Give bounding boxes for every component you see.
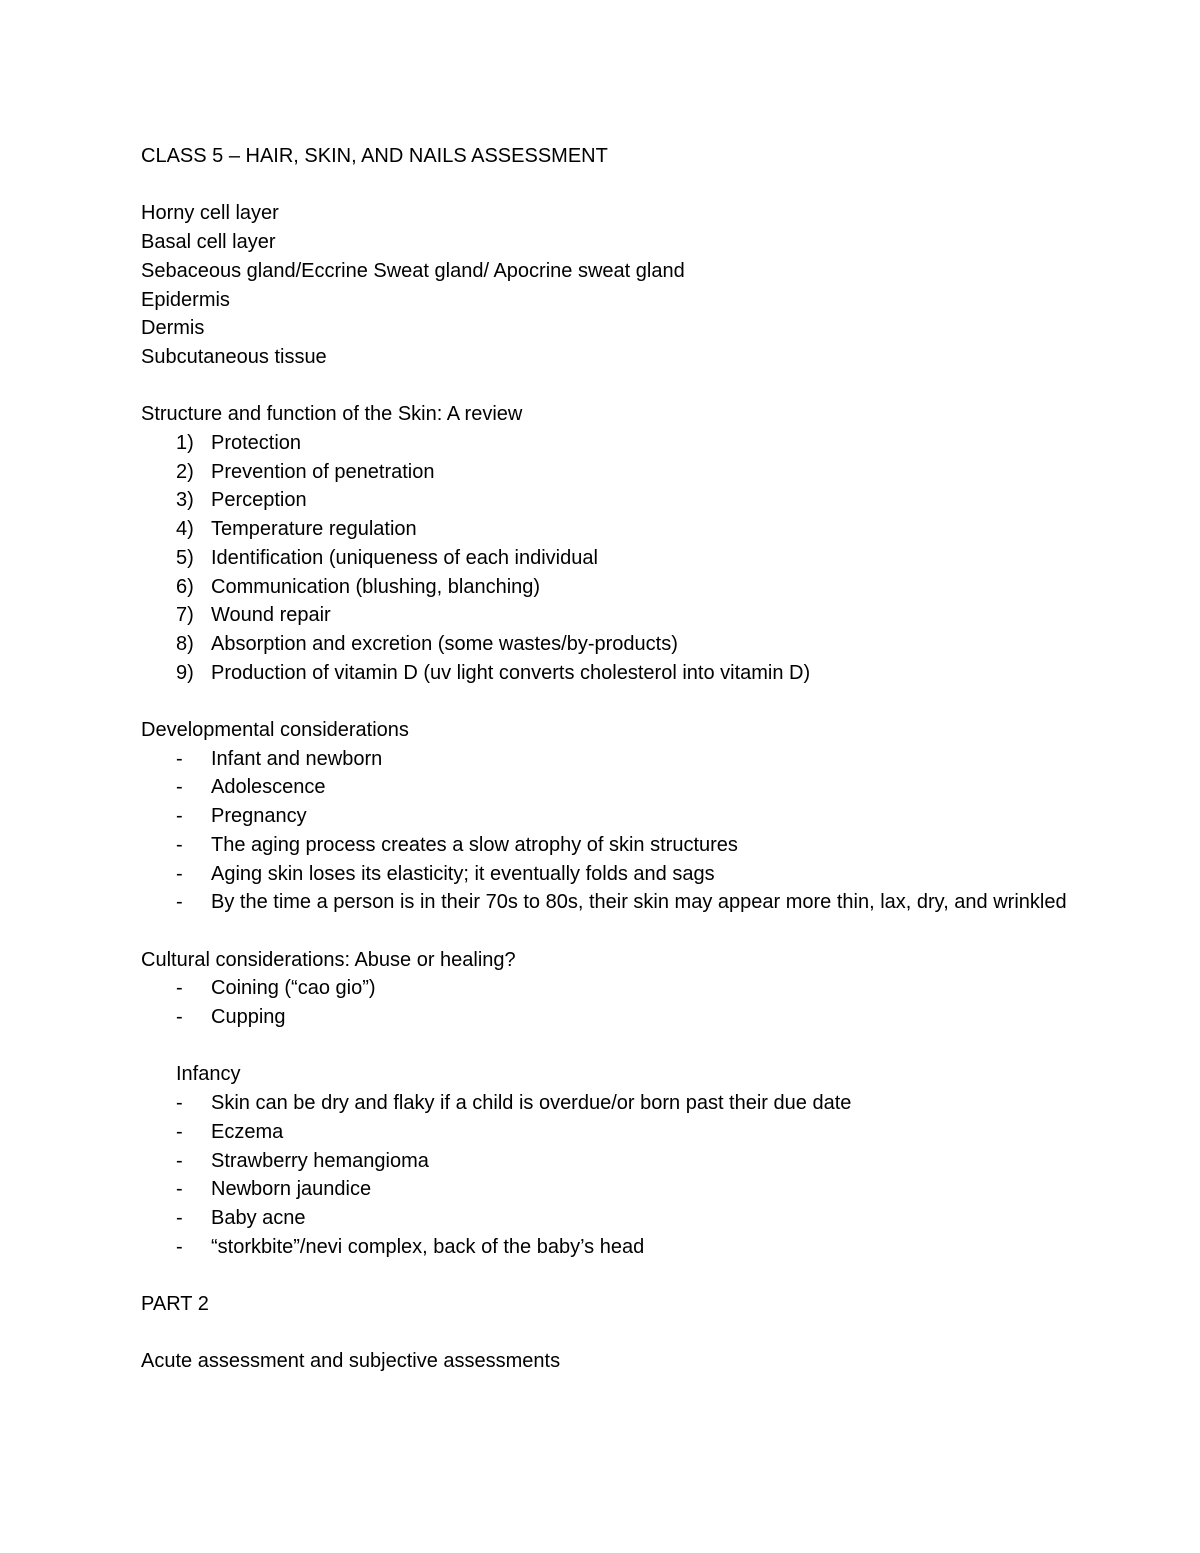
list-item-text: The aging process creates a slow atrophy of skin structures <box>211 833 738 856</box>
spacer <box>141 1319 1071 1348</box>
bullet-dash: - <box>176 1235 183 1258</box>
structure-function-list <box>141 429 1071 687</box>
list-number: 5) <box>176 546 194 569</box>
bullet-dash: - <box>176 1178 183 1201</box>
list-number: 1) <box>176 432 194 454</box>
cultural-list <box>141 974 1071 1031</box>
list-item-text: Wound repair <box>211 604 331 627</box>
list-item <box>141 1147 1071 1176</box>
list-item <box>141 458 1071 487</box>
list-item <box>141 1233 1071 1262</box>
part2-heading: PART 2 <box>141 1293 209 1316</box>
list-number: 8) <box>176 632 194 655</box>
list-item-text: Cupping <box>211 1006 286 1029</box>
list-number: 7) <box>176 604 194 627</box>
skin-layers-list <box>141 199 1071 371</box>
document-body <box>141 142 1071 1376</box>
list-item-text: Newborn jaundice <box>211 1178 372 1201</box>
document-title: CLASS 5 – HAIR, SKIN, AND NAILS ASSESSMENT <box>141 145 608 167</box>
structure-function-heading: Structure and function of the Skin: A review <box>141 403 523 426</box>
list-item <box>141 573 1071 602</box>
spacer <box>141 917 1071 946</box>
list-item <box>141 1089 1071 1118</box>
bullet-dash: - <box>176 747 183 770</box>
list-item <box>141 1175 1071 1204</box>
skin-layer-item: Horny cell layer <box>141 202 279 225</box>
list-item <box>141 544 1071 573</box>
bullet-dash: - <box>176 1120 183 1143</box>
list-item-text: Infant and newborn <box>211 747 383 770</box>
list-item-text: Skin can be dry and flaky if a child is overdue/or born past their due date <box>211 1092 852 1115</box>
list-item <box>141 486 1071 515</box>
list-item <box>141 802 1071 831</box>
bullet-dash: - <box>176 862 183 885</box>
cultural-heading: Cultural considerations: Abuse or healing? <box>141 948 516 971</box>
bullet-dash: - <box>176 805 183 828</box>
list-item-text: Absorption and excretion (some wastes/by-products) <box>211 632 678 655</box>
list-item-text: Aging skin loses its elasticity; it eventually folds and sags <box>211 862 715 885</box>
list-item-text: Production of vitamin D (uv light converts cholesterol into vitamin D) <box>211 661 811 684</box>
bullet-dash: - <box>176 833 183 856</box>
list-item <box>141 745 1071 774</box>
list-number: 2) <box>176 460 194 483</box>
list-item <box>141 974 1071 1003</box>
part2-subheading: Acute assessment and subjective assessments <box>141 1350 561 1373</box>
list-item-text: Temperature regulation <box>211 518 417 541</box>
skin-layer-item: Basal cell layer <box>141 231 276 254</box>
list-item-text: Pregnancy <box>211 805 307 828</box>
list-item-text: By the time a person is in their 70s to 80s, their skin may appear more thin, lax, dry, and wrinkled <box>211 891 1067 914</box>
skin-layer-item: Subcutaneous tissue <box>141 345 327 368</box>
spacer <box>141 687 1071 716</box>
list-item <box>141 1204 1071 1233</box>
bullet-dash: - <box>176 1149 183 1172</box>
developmental-list <box>141 745 1071 917</box>
bullet-dash: - <box>176 776 183 799</box>
list-item-text: Baby acne <box>211 1206 306 1229</box>
list-item-text: Communication (blushing, blanching) <box>211 575 541 598</box>
list-number: 3) <box>176 489 194 512</box>
spacer <box>141 171 1071 200</box>
list-item <box>141 773 1071 802</box>
list-item <box>141 601 1071 630</box>
list-item <box>141 429 1071 458</box>
list-item-text: Adolescence <box>211 776 326 799</box>
list-item-text: Coining (“cao gio”) <box>211 977 376 1000</box>
list-number: 4) <box>176 518 194 541</box>
bullet-dash: - <box>176 891 183 914</box>
list-item <box>141 860 1071 889</box>
infancy-heading: Infancy <box>176 1063 241 1086</box>
developmental-heading: Developmental considerations <box>141 719 409 742</box>
spacer <box>141 372 1071 401</box>
list-item <box>141 888 1071 917</box>
list-item <box>141 630 1071 659</box>
bullet-dash: - <box>176 1006 183 1029</box>
list-number: 6) <box>176 575 194 598</box>
list-item <box>141 1118 1071 1147</box>
spacer <box>141 1261 1071 1290</box>
infancy-list <box>141 1089 1071 1261</box>
list-item-text: Identification (uniqueness of each individual <box>211 546 598 569</box>
list-item <box>141 515 1071 544</box>
bullet-dash: - <box>176 1092 183 1115</box>
skin-layer-item: Epidermis <box>141 288 230 311</box>
spacer <box>141 1032 1071 1061</box>
list-item <box>141 659 1071 688</box>
list-item-text: Prevention of penetration <box>211 460 435 483</box>
bullet-dash: - <box>176 1206 183 1229</box>
bullet-dash: - <box>176 977 183 1000</box>
list-item <box>141 831 1071 860</box>
list-item <box>141 1003 1071 1032</box>
list-item-text: Protection <box>211 432 302 454</box>
list-item-text: Strawberry hemangioma <box>211 1149 429 1172</box>
list-item-text: Perception <box>211 489 307 512</box>
list-number: 9) <box>176 661 194 684</box>
skin-layer-item: Dermis <box>141 317 205 340</box>
list-item-text: Eczema <box>211 1120 284 1143</box>
skin-layer-item: Sebaceous gland/Eccrine Sweat gland/ Apocrine sweat gland <box>141 259 685 282</box>
list-item-text: “storkbite”/nevi complex, back of the baby’s head <box>211 1235 645 1258</box>
